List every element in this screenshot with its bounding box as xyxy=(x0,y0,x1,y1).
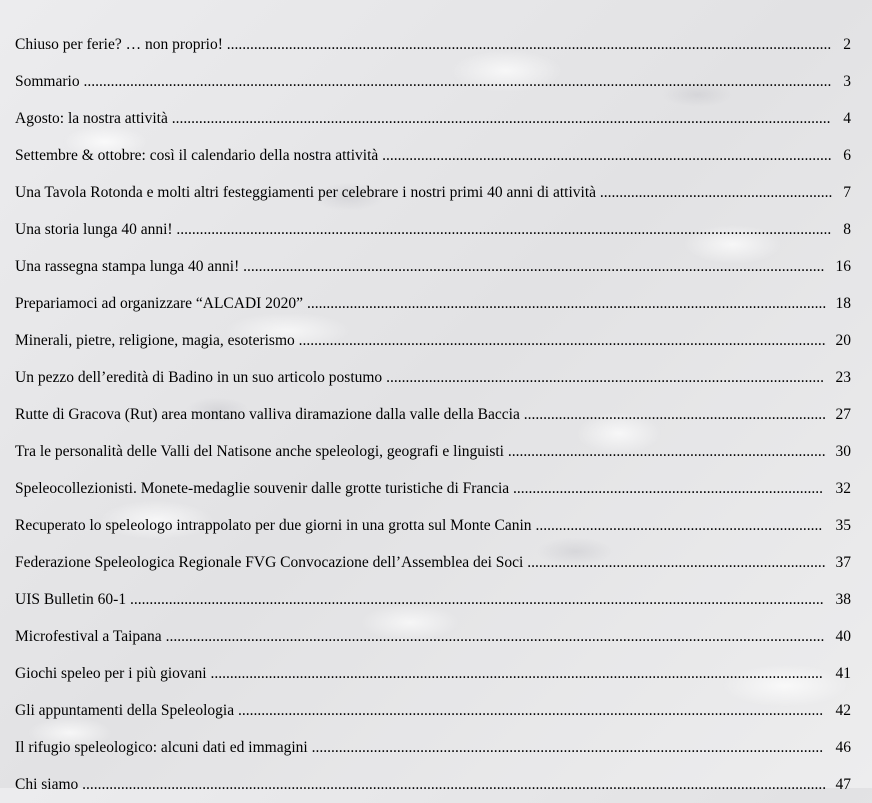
toc-entry-page: 3 xyxy=(843,73,851,90)
toc-entry-title: UIS Bulletin 60-1 xyxy=(15,591,127,608)
toc-entry xyxy=(15,174,851,211)
toc-entry-title: Federazione Speleologica Regionale FVG Convocazione dell’Assemblea dei Soci xyxy=(15,554,524,571)
toc-entry-title: Microfestival a Taipana xyxy=(15,628,162,645)
table-of-contents xyxy=(15,26,851,803)
toc-entry-title: Chi siamo xyxy=(15,776,79,793)
toc-entry-title: Giochi speleo per i più giovani xyxy=(15,665,207,682)
toc-entry xyxy=(15,211,851,248)
toc-entry-page: 35 xyxy=(835,517,851,534)
toc-entry-title: Una rassegna stampa lunga 40 anni! xyxy=(15,258,240,275)
toc-leader-dots: .................................................................................. xyxy=(503,443,826,460)
toc-entry-page: 20 xyxy=(835,332,851,349)
toc-entry-title: Gli appuntamenti della Speleologia xyxy=(15,702,235,719)
toc-leader-dots: ............................................................ xyxy=(596,184,833,201)
toc-entry xyxy=(15,766,851,803)
toc-entry-page: 2 xyxy=(843,36,851,53)
toc-entry-title: Una storia lunga 40 anni! xyxy=(15,221,173,238)
toc-leader-dots: ...................................................................................................................................................... xyxy=(239,258,825,275)
toc-entry xyxy=(15,63,851,100)
toc-entry-title: Settembre & ottobre: così il calendario della nostra attività xyxy=(15,147,379,164)
toc-leader-dots: ................................................................................................................................................................................................. xyxy=(79,73,832,90)
toc-entry-page: 6 xyxy=(843,147,851,164)
toc-entry-title: Agosto: la nostra attività xyxy=(15,110,168,127)
toc-entry-page: 7 xyxy=(843,184,851,201)
toc-entry-title: Un pezzo dell’eredità di Badino in un suo articolo postumo xyxy=(15,369,383,386)
toc-entry xyxy=(15,581,851,618)
toc-leader-dots: ...................................................................................................................................... xyxy=(303,295,827,312)
toc-entry-page: 38 xyxy=(835,591,851,608)
toc-leader-dots: .......................................................................... xyxy=(531,517,823,534)
toc-entry xyxy=(15,655,851,692)
toc-entry-title: Chiuso per ferie? … non proprio! xyxy=(15,36,223,53)
toc-leader-dots: ................................................................................................................. xyxy=(382,369,824,386)
toc-entry xyxy=(15,618,851,655)
toc-entry-title: Recuperato lo speleologo intrappolato per due giorni in una grotta sul Monte Canin xyxy=(15,517,532,534)
toc-entry xyxy=(15,507,851,544)
toc-leader-dots: .................................................................................................................... xyxy=(378,147,832,164)
toc-entry-page: 32 xyxy=(835,480,851,497)
toc-leader-dots: .............................................................................................................................................................. xyxy=(206,665,823,682)
toc-entry xyxy=(15,26,851,63)
toc-leader-dots: ................................................................................................................................................................................... xyxy=(126,591,824,608)
toc-entry-page: 41 xyxy=(835,665,851,682)
toc-entry xyxy=(15,470,851,507)
toc-leader-dots: ....................................................................................................................................................... xyxy=(234,702,824,719)
toc-leader-dots: .................................................................................................................................... xyxy=(307,739,824,756)
toc-leader-dots: .......................................................................................................................................................................... xyxy=(167,110,831,127)
toc-entry xyxy=(15,137,851,174)
toc-leader-dots: ........................................................................................................................................ xyxy=(294,332,826,349)
toc-leader-dots: ................................................................................ xyxy=(509,480,824,497)
toc-entry-title: Una Tavola Rotonda e molti altri festeggiamenti per celebrare i nostri primi 40 anni di attività xyxy=(15,184,597,201)
toc-entry xyxy=(15,359,851,396)
toc-entry-page: 8 xyxy=(843,221,851,238)
toc-entry xyxy=(15,729,851,766)
toc-entry xyxy=(15,100,851,137)
toc-entry-page: 42 xyxy=(835,702,851,719)
toc-entry xyxy=(15,396,851,433)
toc-leader-dots: ......................................................................................................................................................................... xyxy=(172,221,832,238)
toc-entry-title: Prepariamoci ad organizzare “ALCADI 2020” xyxy=(15,295,304,312)
toc-entry xyxy=(15,322,851,359)
toc-leader-dots: ................................................................................................................................................................................................ xyxy=(78,776,827,793)
toc-leader-dots: ............................................................................................................................................................ xyxy=(222,36,832,53)
toc-entry-page: 30 xyxy=(835,443,851,460)
toc-entry xyxy=(15,285,851,322)
toc-entry-page: 16 xyxy=(835,258,851,275)
toc-entry-title: Minerali, pietre, religione, magia, esoterismo xyxy=(15,332,295,349)
toc-entry-page: 40 xyxy=(835,628,851,645)
toc-entry-page: 4 xyxy=(843,110,851,127)
toc-entry-page: 18 xyxy=(835,295,851,312)
toc-entry xyxy=(15,544,851,581)
toc-entry-title: Tra le personalità delle Valli del Natisone anche speleologi, geografi e linguisti xyxy=(15,443,504,460)
toc-entry-page: 27 xyxy=(835,406,851,423)
toc-entry xyxy=(15,692,851,729)
toc-entry xyxy=(15,248,851,285)
toc-leader-dots: ............................................................................. xyxy=(523,554,826,571)
toc-leader-dots: .......................................................................................................................................................................... xyxy=(161,628,825,645)
toc-entry-page: 47 xyxy=(835,776,851,793)
toc-entry-page: 37 xyxy=(835,554,851,571)
toc-entry-title: Rutte di Gracova (Rut) area montano valliva diramazione dalla valle della Baccia xyxy=(15,406,520,423)
toc-entry-title: Il rifugio speleologico: alcuni dati ed immagini xyxy=(15,739,308,756)
toc-entry-page: 23 xyxy=(835,369,851,386)
toc-entry-page: 46 xyxy=(835,739,851,756)
toc-entry-title: Speleocollezionisti. Monete-medaglie souvenir dalle grotte turistiche di Francia xyxy=(15,480,510,497)
toc-leader-dots: .............................................................................. xyxy=(519,406,826,423)
toc-entry-title: Sommario xyxy=(15,73,80,90)
toc-entry xyxy=(15,433,851,470)
